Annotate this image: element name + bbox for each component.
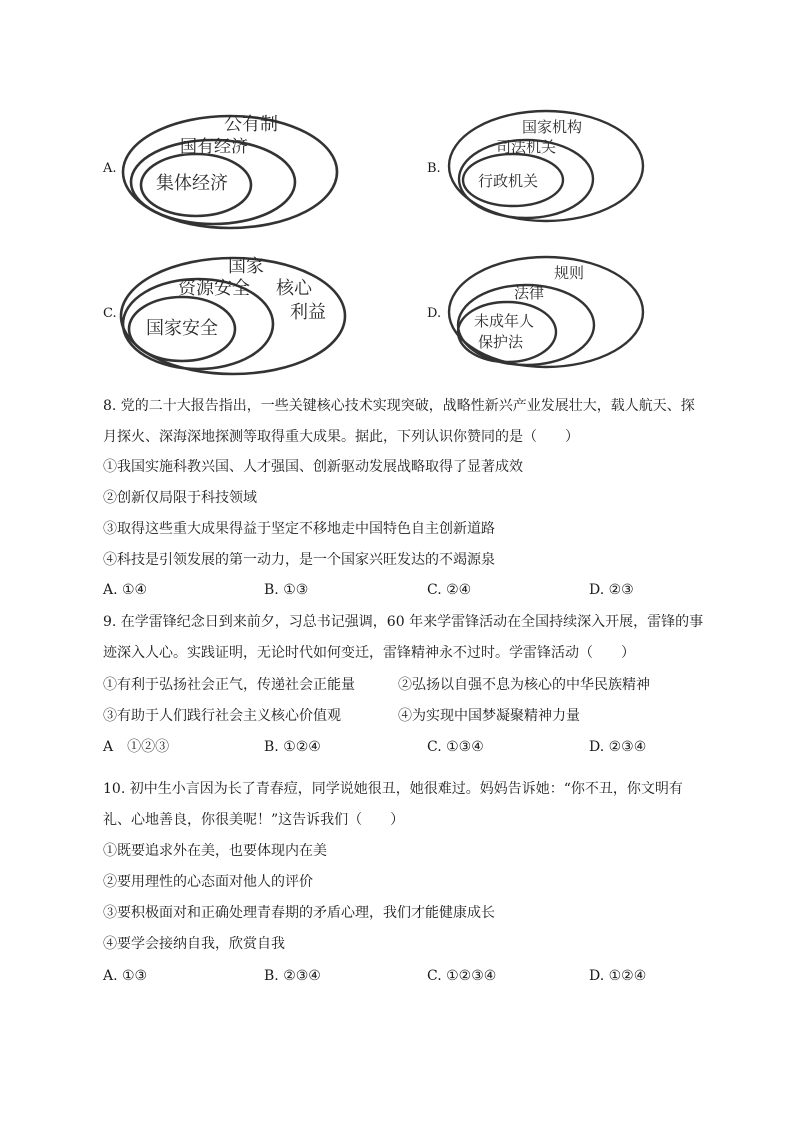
label-outer-line1: 国家 [228,256,264,277]
option-letter-b: B. [427,161,441,176]
q9-stem-line2: 迹深入人心。实践证明，无论时代如何变迁，雷锋精神永不过时。学雷锋活动（ ） [103,645,635,661]
q10-statement-3: ③要积极面对和正确处理青春期的矛盾心理，我们才能健康成长 [103,905,495,921]
option-letter-a: A. [103,161,117,176]
q8-option-c[interactable]: C. ②④ [427,582,472,598]
label-outer: 公有制 [224,114,278,135]
label-middle: 法律 [514,284,545,302]
venn-diagram-b [446,106,656,236]
q9-statement-1: ①有利于弘扬社会正气，传递社会正能量 [103,677,355,693]
q9-statement-3: ③有助于人们践行社会主义核心价值观 [103,708,341,724]
q10-stem-line2: 礼、心地善良，你很美呢！”这告诉我们（ ） [103,812,405,828]
venn-diagram-a [118,100,358,245]
venn-diagram-c [118,246,353,386]
q9-stem-line1: 9. 在学雷锋纪念日到来前夕，习总书记强调，60 年来学雷锋活动在全国持续深入开展，雷锋的事 [103,614,704,630]
q10-option-b[interactable]: B. ②③④ [264,968,321,984]
q8-statement-4: ④科技是引领发展的第一动力，是一个国家兴旺发达的不竭源泉 [103,552,495,568]
q10-option-d[interactable]: D. ①②④ [589,968,647,984]
q9-option-a[interactable]: A ①②③ [103,739,170,755]
label-inner: 国家安全 [146,318,218,339]
label-outer: 国家机构 [522,118,583,136]
q8-statement-2: ②创新仅局限于科技领域 [103,490,257,506]
option-letter-c: C. [103,306,117,321]
label-inner: 集体经济 [156,173,228,194]
label-outer-line2a: 核心 [276,278,312,299]
option-letter-d: D. [427,306,442,321]
label-outer: 规则 [554,264,585,282]
q10-option-a[interactable]: A. ①③ [103,968,148,984]
q10-option-c[interactable]: C. ①②③④ [427,968,497,984]
label-inner-line1: 未成年人 [474,312,535,330]
q8-option-d[interactable]: D. ②③ [589,582,634,598]
venn-diagram-d [446,252,656,382]
q10-statement-1: ①既要追求外在美，也要体现内在美 [103,843,327,859]
inner-ellipse [458,302,556,362]
label-middle: 国有经济 [180,137,248,157]
q8-option-b[interactable]: B. ①③ [264,582,309,598]
q10-statement-4: ④要学会接纳自我，欣赏自我 [103,936,285,952]
label-middle: 资源安全 [178,278,250,299]
label-outer-line2b: 利益 [290,302,326,323]
q9-option-d[interactable]: D. ②③④ [589,739,647,755]
q10-stem-line1: 10. 初中生小言因为长了青春痘，同学说她很丑，她很难过。妈妈告诉她：“你不丑，你文明有 [103,781,683,797]
q9-statement-2: ②弘扬以自强不息为核心的中华民族精神 [398,677,650,693]
q9-option-c[interactable]: C. ①③④ [427,739,484,755]
q8-option-a[interactable]: A. ①④ [103,582,148,598]
q9-statement-4: ④为实现中国梦凝聚精神力量 [398,708,580,724]
q8-statement-1: ①我国实施科教兴国、人才强国、创新驱动发展战略取得了显著成效 [103,459,523,475]
q9-option-b[interactable]: B. ①②④ [264,739,321,755]
q8-statement-3: ③取得这些重大成果得益于坚定不移地走中国特色自主创新道路 [103,521,495,537]
q10-statement-2: ②要用理性的心态面对他人的评价 [103,874,313,890]
label-inner-line2: 保护法 [478,333,524,351]
label-inner: 行政机关 [478,172,539,190]
q8-stem-line1: 8. 党的二十大报告指出，一些关键核心技术实现突破，战略性新兴产业发展壮大，载人航天、探 [103,398,695,414]
q8-stem-line2: 月探火、深海深地探测等取得重大成果。据此，下列认识你赞同的是（ ） [103,429,579,445]
label-middle: 司法机关 [496,138,557,156]
